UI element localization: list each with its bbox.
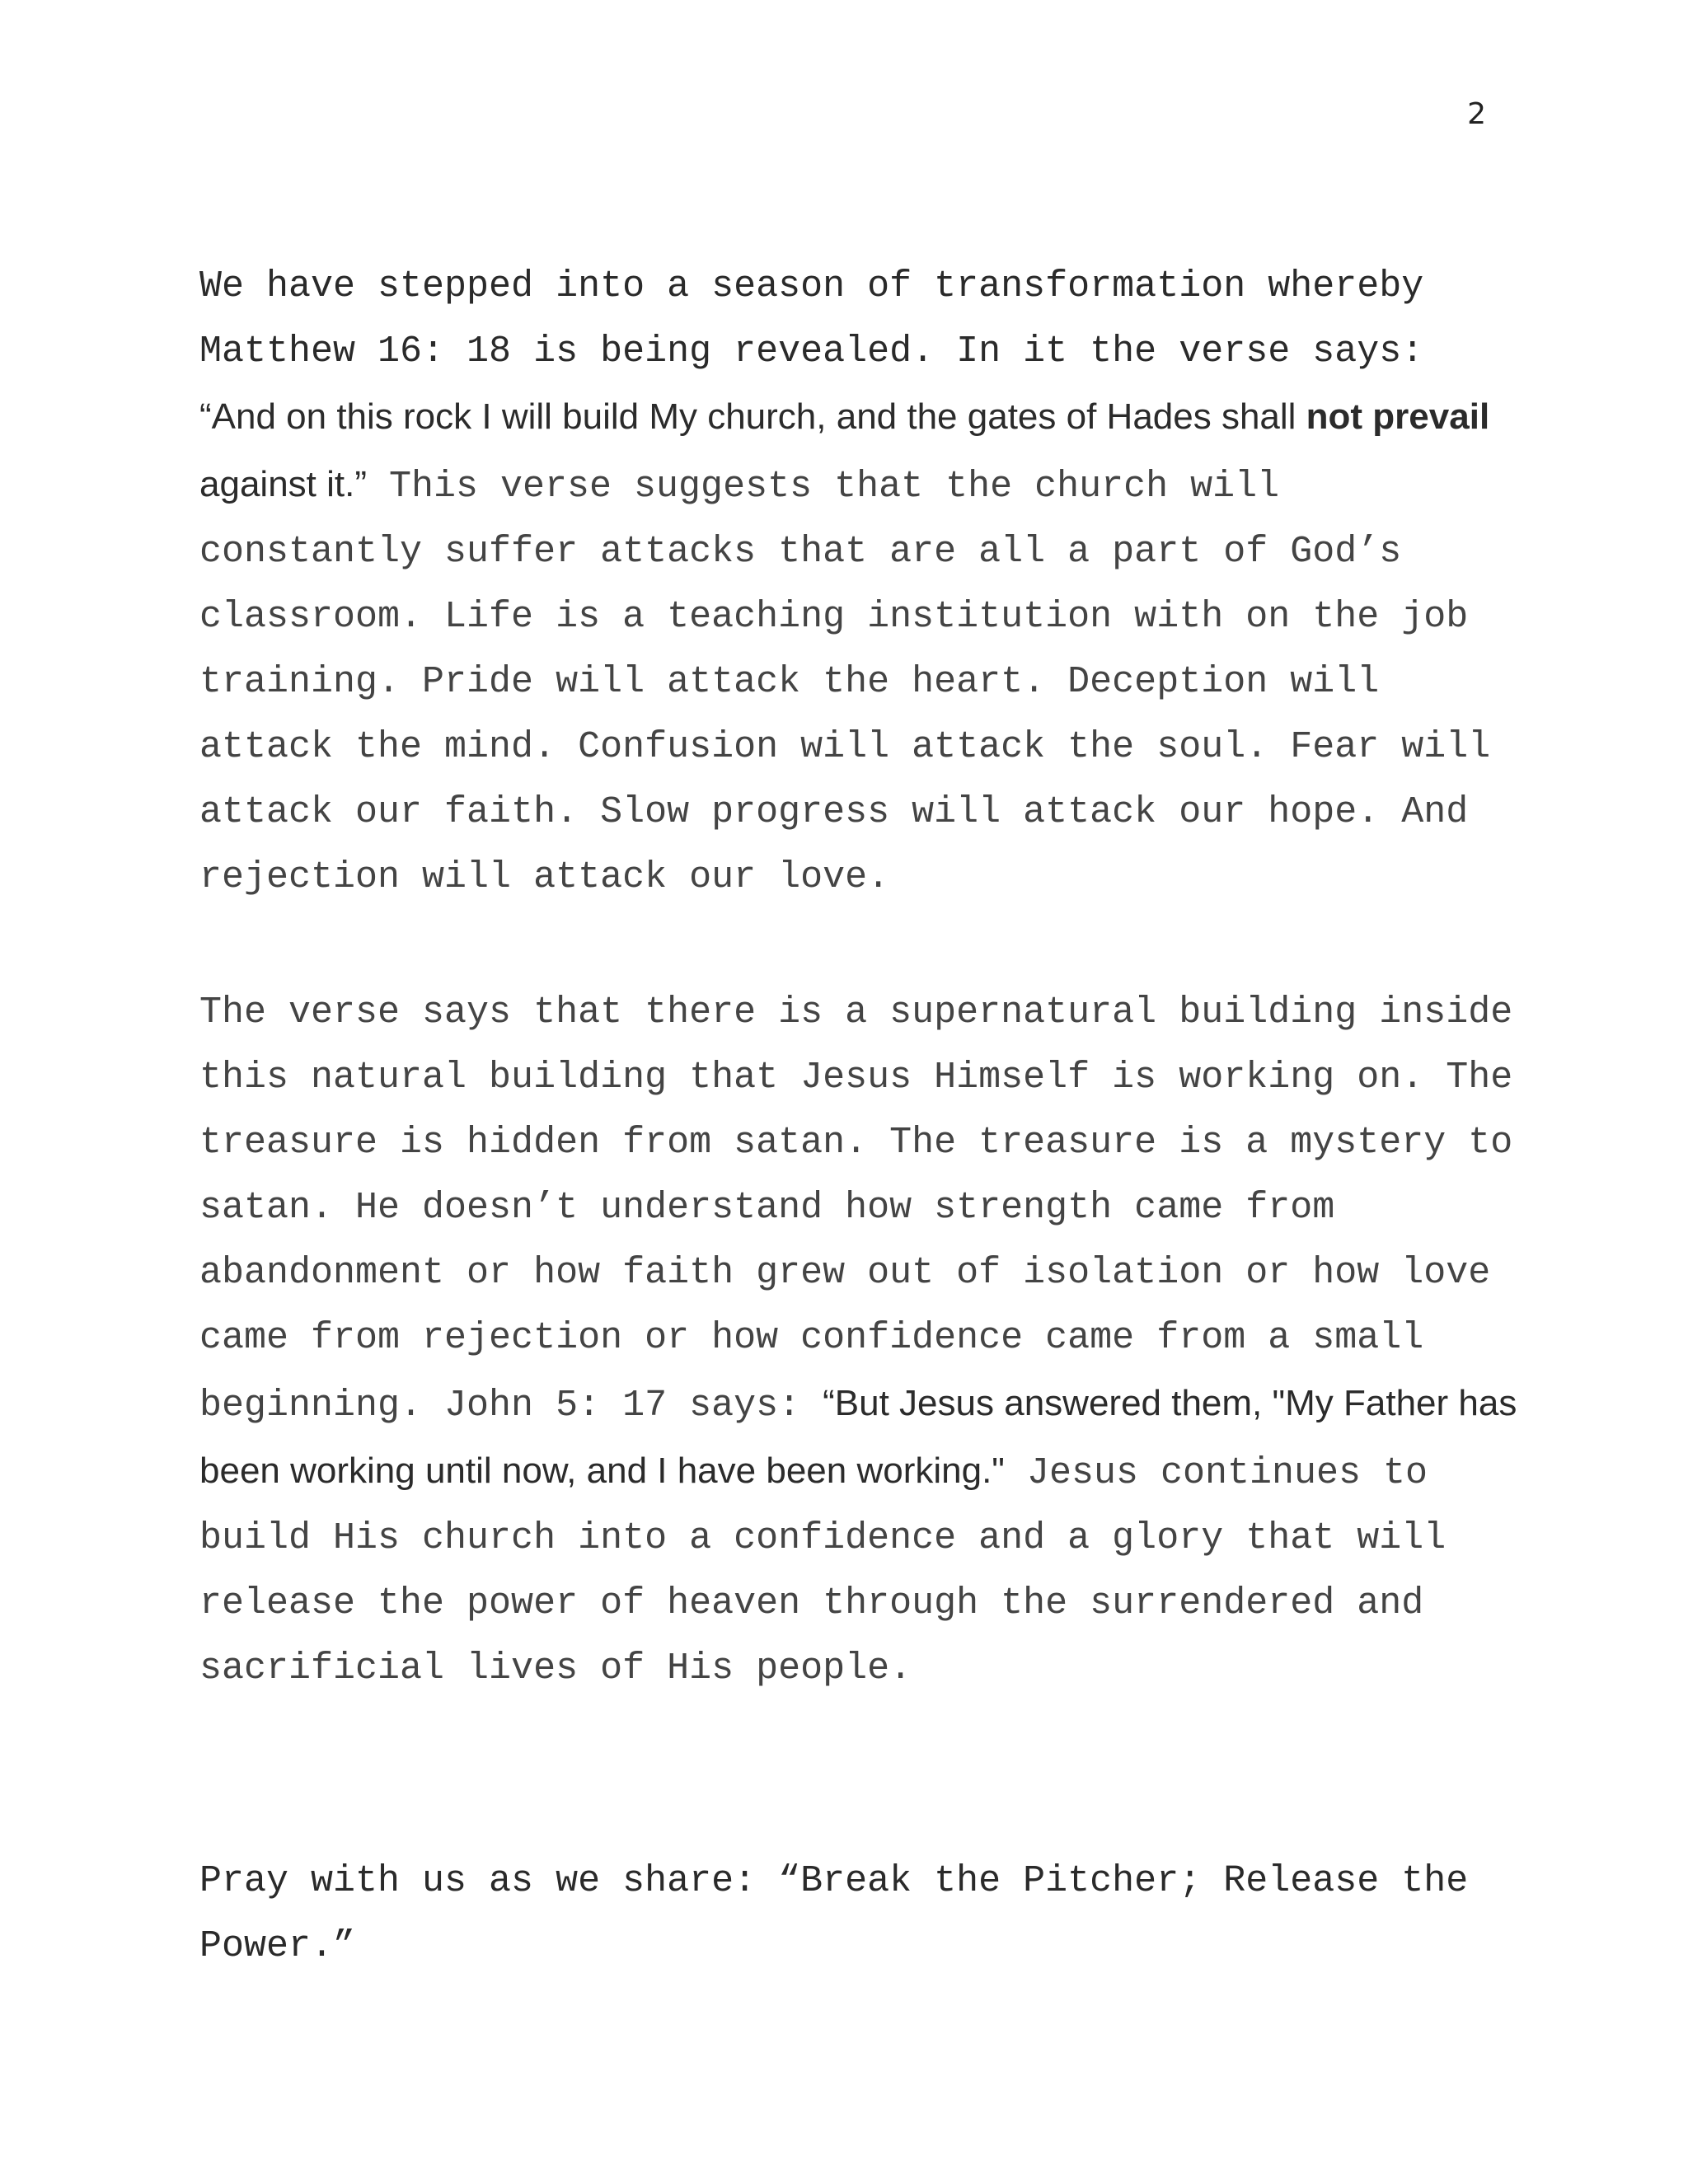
paragraph-1-lead: We have stepped into a season of transformation whereby Matthew 16: 18 is being revealed. In it the verse says: [199, 265, 1424, 373]
paragraph-2 [199, 980, 1518, 1701]
matthew-quote-part1: “And on this rock I will build My church, and the gates of Hades shall [199, 396, 1306, 437]
paragraph-1 [199, 254, 1518, 910]
matthew-quote-part2: against it.” [199, 464, 367, 504]
paragraph-3: Pray with us as we share: “Break the Pitcher; Release the Power.” [199, 1860, 1469, 1967]
paragraph-2-body: Jesus continues to build His church into a confidence and a glory that will release the power of heaven through the surrendered and sacrificial lives of His people. [199, 1452, 1447, 1690]
paragraph-1-body: This verse suggests that the church will constantly suffer attacks that are all a part of God’s classroom. Life is a teaching institution with on the job training. Pride will attack the heart. Deception will attack the mind. Confusion will attack the soul. Fear will attack our faith. Slow progress will attack our hope. And rejection will attack our love. [199, 466, 1491, 898]
paragraph-2-lead: The verse says that there is a supernatural building inside this natural building that Jesus Himself is working on. The treasure is hidden from satan. The treasure is a mystery to satan. He doesn’t understand how strength came from abandonment or how faith grew out of isolation or how love came from rejection or how confidence came from a small beginning. John 5: 17 says: [199, 991, 1513, 1427]
matthew-quote-bold: not prevail [1306, 396, 1490, 437]
page-number: 2 [1467, 97, 1486, 131]
john-quote: “But Jesus answered them, "My Father has been working until now, and I have been working." [199, 1383, 1517, 1491]
